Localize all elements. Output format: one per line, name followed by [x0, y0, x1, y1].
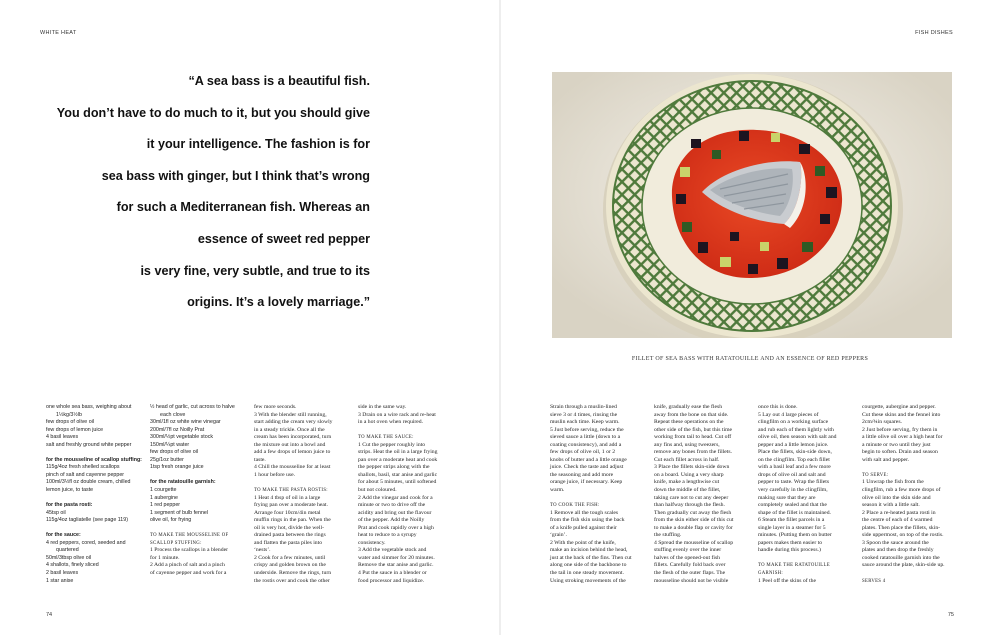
text-line: few drops of lemon juice	[46, 426, 104, 433]
text-line: a little olive oil over a high heat for	[862, 434, 943, 441]
text-line: Strain through a muslin-lined	[550, 404, 617, 410]
method-heading: TO MAKE THE MOUSSELINE OF	[150, 533, 229, 539]
text-line: coating consistency), and add a	[550, 441, 622, 448]
text-line: shallots, basil, star anise and garlic	[358, 471, 438, 478]
method-column-4	[358, 404, 438, 585]
serves-note: SERVES 4	[862, 578, 886, 584]
method-column-5	[550, 404, 632, 585]
text-line: the rostis over and cook the other	[254, 577, 330, 584]
text-line: 1 Peel off the skins of the	[758, 577, 817, 584]
dish-photo	[552, 72, 952, 338]
method-column-6	[654, 404, 733, 585]
text-line: olive oil, for frying	[150, 517, 192, 524]
text-line: 30ml/1fl oz white wine vinegar	[150, 419, 221, 426]
text-line: ‘grain’.	[550, 532, 567, 539]
text-line: taking care not to cut any deeper	[654, 494, 729, 501]
method-heading: TO MAKE THE PASTA ROSTIS:	[254, 488, 328, 494]
text-line: 1 Unwrap the fish from the	[862, 479, 924, 486]
text-line: 25g/1oz butter	[150, 456, 184, 463]
method-column-3	[254, 404, 333, 585]
text-line: 2 Add a pinch of salt and a pinch	[150, 562, 225, 569]
quote-line: is very fine, very subtle, and true to its	[140, 263, 370, 278]
text-line: for about 5 minutes, until softened	[358, 479, 437, 486]
text-line: away from the bone on that side.	[654, 411, 729, 418]
text-line: food processor and liquidize.	[358, 577, 425, 584]
text-line: 1 Remove all the tough scales	[550, 509, 619, 516]
text-line: 4 basil leaves	[46, 434, 79, 441]
text-line: 2 Just before serving, fry them in	[862, 426, 938, 433]
method-heading: TO COOK THE FISH:	[550, 503, 600, 509]
text-line: papers makes them easier to	[758, 539, 823, 546]
quote-line: You don’t have to do much to it, but you should give	[56, 105, 370, 120]
text-line: pinch of salt and cayenne pepper	[46, 471, 125, 478]
text-line: begin to soften. Drain and season	[862, 449, 938, 456]
text-line: than halfway through the flesh.	[654, 502, 725, 509]
text-line: in a hot oven when required.	[358, 419, 424, 426]
text-line: clingfilm on a working surface	[758, 419, 829, 426]
text-line: 1½kg/3½lb	[56, 411, 82, 418]
ingredient-heading: for the mousseline of scallop stuffing:	[46, 456, 142, 463]
text-line: 1tsp fresh orange juice	[150, 464, 204, 471]
text-line: halves of the opened-out fish	[654, 554, 721, 561]
text-line: 3 Spoon the sauce around the	[862, 539, 929, 546]
text-line: on a board. Using a very sharp	[654, 471, 724, 478]
text-line: knife, make a lengthwise cut	[654, 479, 720, 486]
text-line: drained pasta between the rings	[254, 532, 326, 539]
text-line: but not coloured.	[358, 487, 397, 494]
text-line: Arrange four 10cm/4in metal	[254, 509, 321, 516]
text-line	[46, 449, 142, 457]
text-line: from the skin either side of this cut	[654, 517, 734, 524]
text-line: 50ml/3tbsp olive oil	[46, 554, 92, 561]
text-line: shape of the fillet is maintained.	[758, 509, 831, 516]
text-line: few drops of olive oil	[46, 419, 94, 426]
text-line	[46, 525, 142, 533]
text-line: working from tail to head. Cut off	[654, 434, 732, 441]
text-line: minutes. (Putting them on butter	[758, 532, 832, 539]
text-line: any fins and, using tweezers,	[654, 441, 720, 448]
text-line: 100ml/3½fl oz double cream, chilled	[46, 479, 131, 486]
text-line: add a few drops of lemon juice to	[254, 449, 331, 456]
text-line: lemon juice, to taste	[46, 487, 94, 494]
text-line: of cayenne pepper and work for a	[150, 570, 227, 577]
text-line: acidity and bring out the flavour	[358, 509, 432, 516]
text-line: 2 Cook for a few minutes, until	[254, 554, 326, 561]
plated-sea-bass-illustration	[552, 72, 952, 338]
text-line: warm.	[550, 487, 565, 494]
text-line: Repeat these operations on the	[654, 419, 724, 426]
text-line: from the fish skin using the back	[550, 517, 625, 524]
text-line: and flatten the pasta piles into	[254, 539, 323, 546]
text-line: 1 Cut the pepper roughly into	[358, 441, 426, 448]
text-line: side uppermost, on top of the rostis.	[862, 532, 944, 539]
method-heading: SCALLOP STUFFING:	[150, 540, 202, 546]
text-line: Then gradually cut away the flesh	[654, 509, 732, 516]
text-line: mousseline should not be visible	[654, 577, 729, 584]
photo-caption: FILLET OF SEA BASS WITH RATATOUILLE AND AN ESSENCE OF RED PEPPERS	[631, 356, 869, 362]
text-line: other side of the fish, but this time	[654, 426, 733, 433]
text-line: 5 Just before serving, reduce the	[550, 426, 624, 433]
text-line: fillets. Carefully fold back over	[654, 562, 726, 569]
text-line: 4 shallots, finely sliced	[46, 562, 99, 569]
text-line: the centre of each of 4 warmed	[862, 517, 933, 524]
text-line: for 1 minute.	[150, 554, 180, 561]
text-line: drops of olive oil and salt and	[758, 471, 826, 478]
text-line: 4 Put the sauce in a blender or	[358, 570, 427, 577]
text-line: the stuffing.	[654, 532, 682, 539]
running-header-right: FISH DISHES	[915, 30, 953, 36]
text-line: cream has been incorporated, turn	[254, 434, 332, 441]
text-line: strips. Heat the oil in a large frying	[358, 449, 438, 456]
text-line: 3 Add the vegetable stock and	[358, 547, 427, 554]
method-heading: TO MAKE THE SAUCE:	[358, 435, 414, 441]
text-line: heat to reduce to a syrupy	[358, 532, 417, 539]
text-line	[550, 495, 632, 503]
text-line: Prat and cook rapidly over a high	[358, 524, 434, 531]
running-header-left: WHITE HEAT	[40, 30, 77, 36]
text-line	[46, 495, 142, 503]
text-line: 150ml/¼pt water	[150, 441, 190, 448]
text-line: of a knife pulled against their	[550, 524, 617, 531]
text-line: the flesh of the outer flaps. The	[654, 570, 726, 577]
text-line: a minute or two until they just	[862, 441, 931, 448]
text-line: oil is very hot, divide the well-	[254, 524, 324, 531]
text-line: juice. Check the taste and adjust	[550, 464, 624, 471]
ingredient-heading: for the pasta rosti:	[46, 502, 93, 509]
text-line: knife, gradually ease the flesh	[654, 404, 723, 410]
text-line: crispy and golden brown on the	[254, 562, 326, 569]
text-line: 1 red pepper	[150, 502, 181, 509]
text-line: 1 star anise	[46, 577, 74, 584]
text-line: the mixture out into a bowl and	[254, 441, 326, 448]
text-line	[358, 427, 438, 435]
text-line: pepper to taste. Wrap the fillets	[758, 479, 830, 486]
text-line: frying pan over a moderate heat.	[254, 502, 328, 509]
text-line: 2 Place a re-heated pasta rosti in	[862, 509, 936, 516]
text-line: orange juice, if necessary. Keep	[550, 479, 623, 486]
text-line: each clove	[160, 411, 186, 418]
text-line: the tail in one steady movement.	[550, 570, 624, 577]
text-line: 4 red peppers, cored, seeded and	[46, 539, 126, 546]
text-line: side in the same way.	[358, 404, 407, 410]
text-line: underside. Remove the rings, turn	[254, 570, 332, 577]
text-line: down the middle of the fillet,	[654, 487, 721, 494]
text-line: olive oil into the skin side and	[862, 494, 931, 501]
text-line: few drops of olive oil	[150, 449, 198, 456]
method-heading: TO MAKE THE RATATOUILLE	[758, 563, 830, 569]
text-line: plates. Then place the fillets, skin-	[862, 524, 941, 531]
text-line	[254, 479, 333, 487]
text-line: 3 Drain on a wire rack and re-heat	[358, 411, 436, 418]
text-line: minute or two to drive off the	[358, 502, 426, 509]
page-number-left: 74	[46, 612, 53, 618]
text-line: and rub each of them lightly with	[758, 426, 834, 433]
text-line: muffin rings in the pan. When the	[254, 517, 331, 524]
text-line: 200ml/7fl oz Noilly Prat	[150, 426, 205, 433]
text-line: the pepper strips along with the	[358, 464, 430, 471]
text-line: 2 With the point of the knife,	[550, 539, 616, 546]
text-line: along one side of the backbone to	[550, 562, 627, 569]
text-line: Using stroking movements of the	[550, 577, 626, 584]
text-line: Remove the star anise and garlic.	[358, 562, 434, 569]
text-line: 1 courgette	[150, 487, 177, 494]
text-line: just at the back of the fins. Then cut	[550, 554, 632, 561]
quote-line: sea bass with ginger, but I think that’s wrong	[101, 168, 370, 183]
text-line: water and simmer for 20 minutes.	[358, 554, 435, 561]
quote-line: “A sea bass is a beautiful fish.	[188, 74, 370, 88]
text-line: 2 Add the vinegar and cook for a	[358, 494, 433, 501]
text-line	[150, 472, 235, 480]
ingredient-heading: for the sauce:	[46, 532, 81, 539]
text-line: Cut these skins and the fennel into	[862, 411, 941, 418]
text-line: olive oil, then season with salt and	[758, 434, 837, 441]
pull-quote	[40, 66, 370, 319]
text-line: 115g/4oz tagliatelle (see page 119)	[46, 517, 128, 524]
text-line: few drops of olive oil, 1 or 2	[550, 449, 616, 456]
quote-line: it your intelligence. The fashion is for	[146, 137, 370, 152]
quote-line: origins. It’s a lovely marriage.”	[187, 295, 370, 310]
text-line: 2cm/¾in squares.	[862, 419, 902, 426]
text-line: 1 hour before use.	[254, 471, 296, 478]
text-line: 1 aubergine	[150, 494, 178, 501]
text-line: quartered	[56, 547, 79, 554]
text-line: consistency.	[358, 539, 386, 546]
text-line: 4 Spread the mousseline of scallop	[654, 539, 734, 546]
text-line: 5 Lay out 4 large pieces of	[758, 411, 819, 418]
method-column-7	[758, 404, 837, 585]
text-line: 115g/4oz fresh shelled scallops	[46, 464, 120, 471]
text-line	[150, 525, 235, 533]
text-line: cooked ratatouille garnish into the	[862, 554, 940, 561]
text-line: start adding the cream very slowly	[254, 419, 333, 426]
text-line: 1 segment of bulb fennel	[150, 509, 209, 516]
text-line: very carefully in the clingfilm,	[758, 487, 828, 494]
text-line: 300ml/½pt vegetable stock	[150, 434, 214, 441]
text-line: stuffing evenly over the inner	[654, 547, 722, 554]
text-line: 6 Steam the fillet parcels in a	[758, 517, 825, 524]
text-line: handle during this process.)	[758, 547, 821, 554]
text-line: sauce around the plate, skin-side up.	[862, 562, 945, 569]
text-line: 1 Process the scallops in a blender	[150, 547, 229, 554]
text-line: muslin each time. Keep warm.	[550, 419, 620, 426]
text-line: 4 Chill the mousseline for at least	[254, 464, 331, 471]
text-line: the seasoning and add more	[550, 471, 614, 478]
ingredient-heading: for the ratatouille garnish:	[150, 479, 216, 486]
text-line: make an incision behind the head,	[550, 547, 628, 554]
method-heading: GARNISH:	[758, 571, 784, 577]
text-line: remove any bones from the fillets.	[654, 449, 733, 456]
text-line: of the pepper. Add the Noilly	[358, 517, 425, 524]
text-line: clingfilm, rub a few more drops of	[862, 487, 941, 494]
text-line: single layer in a steamer for 5	[758, 524, 826, 531]
text-line: taste.	[254, 456, 266, 463]
text-line: once this is done.	[758, 404, 798, 410]
text-line: with a basil leaf and a few more	[758, 464, 831, 471]
text-line: Cut each fillet across in half.	[654, 456, 720, 463]
text-line: 3 Place the fillets skin-side down	[654, 464, 730, 471]
text-line: 2 basil leaves	[46, 570, 79, 577]
text-line: few more seconds.	[254, 404, 297, 410]
text-line: sieved sauce a little (down to a	[550, 434, 621, 441]
page-number-right: 75	[947, 612, 954, 618]
text-line	[862, 464, 945, 472]
text-line: to make a double flap or cavity for	[654, 524, 733, 531]
text-line: with salt and pepper.	[862, 456, 910, 463]
text-line: Place the fillets, skin-side down,	[758, 449, 832, 456]
text-line	[862, 570, 945, 578]
text-line: 1 Heat 4 tbsp of oil in a large	[254, 494, 321, 501]
text-line: pan over a moderate heat and cook	[358, 456, 438, 463]
page-gutter	[499, 0, 501, 635]
text-line: ‘nests’.	[254, 547, 271, 554]
text-line: ½ head of garlic, cut across to halve	[150, 404, 235, 410]
text-line: knobs of butter and a little orange	[550, 456, 627, 463]
text-line: on the clingfilm. Top each fillet	[758, 456, 830, 463]
text-line: making sure that they are	[758, 494, 816, 501]
ingredients-column-2	[150, 404, 235, 578]
text-line: one whole sea bass, weighing about	[46, 404, 132, 410]
text-line: in a steady trickle. Once all the	[254, 426, 325, 433]
text-line: plates and then drop the freshly	[862, 547, 934, 554]
text-line: 3 With the blender still running,	[254, 411, 327, 418]
text-line: season it with a little salt.	[862, 502, 920, 509]
text-line: courgette, aubergine and pepper.	[862, 404, 936, 410]
text-line: sieve 3 or 4 times, rinsing the	[550, 411, 618, 418]
quote-line: essence of sweet red pepper	[197, 231, 370, 246]
text-line	[758, 555, 837, 563]
text-line: 45tsp oil	[46, 509, 66, 516]
ingredients-column-1	[46, 404, 142, 585]
text-line: salt and freshly ground white pepper	[46, 441, 132, 448]
method-heading: TO SERVE:	[862, 472, 889, 478]
text-line: pepper and a little lemon juice.	[758, 441, 829, 448]
method-column-8	[862, 404, 945, 585]
text-line: completely sealed and that the	[758, 502, 827, 509]
quote-line: for such a Mediterranean fish. Whereas an	[116, 200, 370, 215]
